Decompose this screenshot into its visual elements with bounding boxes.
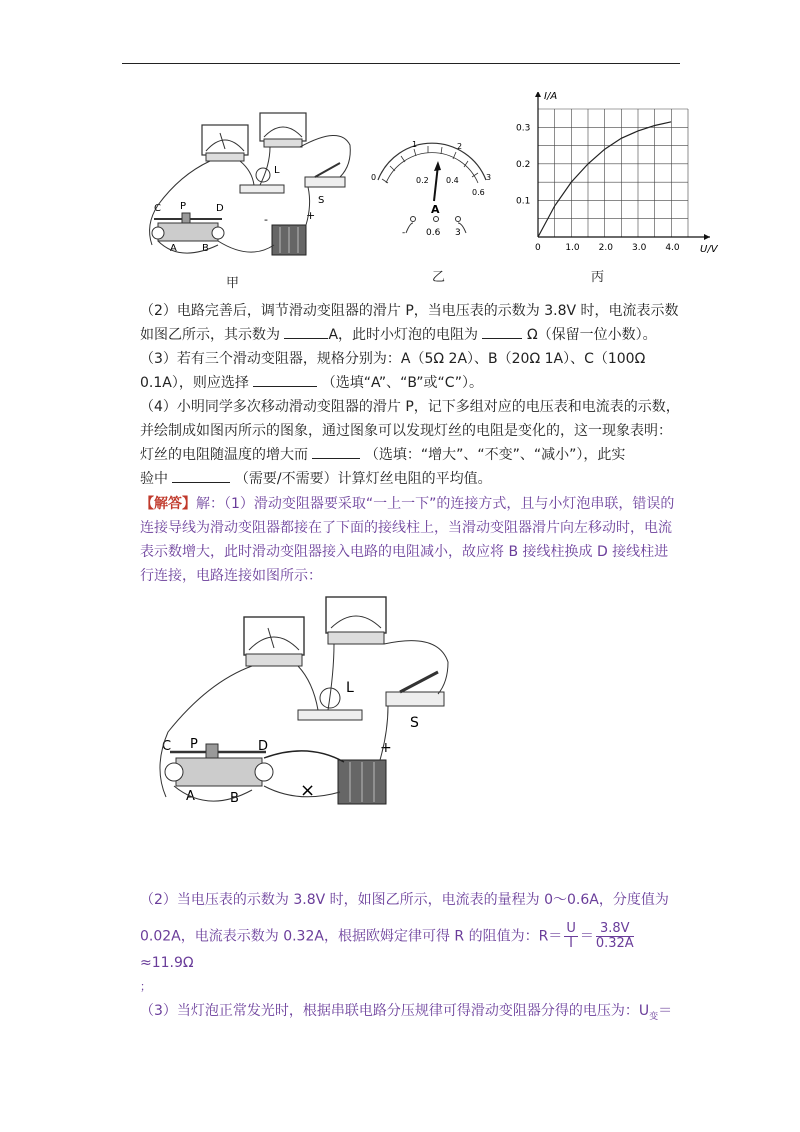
label-A: A [186, 789, 195, 804]
label-L: L [346, 680, 354, 696]
yi-bottom-tick: 0.4 [446, 176, 459, 185]
yi-terminal: 3 [455, 228, 461, 238]
chart-axes [535, 92, 710, 240]
question-4-line-3: 灯丝的电阻随温度的增大而 （选填：“增大”、“不变”、“减小”），此实 [140, 447, 626, 463]
label-minus: - [264, 213, 268, 226]
x-tick-label: 2.0 [598, 243, 613, 253]
axis-lines [538, 92, 710, 237]
answer-circuit-figure [148, 592, 458, 817]
axis-arrows [535, 92, 710, 240]
answer-tag: 【解答】 [140, 496, 196, 512]
label-L: L [274, 165, 280, 176]
figure-bing-chart [510, 92, 725, 257]
rheostat-icon [165, 744, 273, 786]
yi-top-tick: 3 [486, 173, 492, 182]
label-B: B [202, 243, 209, 254]
question-block [140, 299, 680, 491]
question-4-line-2: 并绘制成如图丙所示的图象，通过图象可以发现灯丝的电阻是变化的，这一现象表明： [140, 423, 672, 439]
voltmeter-icon [202, 125, 248, 161]
yi-bottom-tick: 0.6 [472, 188, 485, 197]
yi-top-tick: 1 [412, 140, 418, 149]
label-P: P [190, 737, 198, 752]
fraction-values: $\frac{3.8V}{0.32A}$ [595, 921, 634, 951]
label-A: A [170, 243, 177, 254]
fraction-u-over-i: $\frac{U}{I}$ [566, 921, 576, 951]
question-4-line-1: （4）小明同学多次移动滑动变阻器的滑片 P，记下多组对应的电压表和电流表的示数， [140, 399, 680, 415]
answer-part-1: 【解答】解：（1）滑动变阻器要采取“一上一下”的连接方式，且与小灯泡串联，错误的连接导线为滑动变阻器都接在了下面的接线柱上，当滑动变阻器滑片向左移动时，电流表示数增大，此时滑动变阻器接入电路的电阻减小，故应将 B 接线柱换成 D 接线柱进行连接，电路连接如图所示： [140, 496, 675, 584]
label-S: S [410, 715, 419, 731]
header-rule [122, 63, 680, 64]
chart-ylabel: I/A [544, 92, 558, 102]
label-S: S [318, 195, 325, 206]
yi-terminal: 0.6 [426, 228, 441, 238]
question-4-line-4: 验中 （需要/不需要）计算灯丝电阻的平均值。 [140, 471, 492, 487]
chart-grid [538, 109, 688, 237]
y-tick-label: 0.2 [516, 159, 531, 170]
label-D: D [258, 739, 269, 754]
label-plus: + [306, 209, 316, 222]
switch-icon [305, 163, 345, 187]
caption-yi: 乙 [432, 270, 446, 285]
yi-bottom-tick: 0.2 [416, 176, 429, 185]
y-tick-label: 0.3 [516, 123, 531, 134]
cross-mark: × [300, 780, 316, 801]
label-P: P [180, 201, 187, 212]
x-tick-label: 1.0 [565, 243, 580, 253]
yi-unit: A [431, 203, 440, 216]
answer-block-2 [140, 888, 680, 1029]
question-2-line-1: （2）电路完善后，调节滑动变阻器的滑片 P，当电压表的示数为 3.8V 时，电流表示数 [140, 303, 679, 319]
figure-jia-circuit [140, 95, 370, 265]
yi-terminal: - [402, 228, 406, 238]
label-B: B [230, 791, 239, 806]
voltmeter-icon [244, 617, 304, 666]
label-D: D [216, 203, 224, 214]
question-3-line-1: （3）若有三个滑动变阻器，规格分别为：A（5Ω 2A）、B（20Ω 1A）、C（100Ω [140, 351, 646, 367]
answer-semicolon: ； [140, 980, 151, 993]
chart-xlabel: U/V [700, 244, 718, 255]
switch-icon [386, 672, 444, 706]
yi-top-tick: 0 [371, 173, 377, 182]
figure-yi-ammeter-dial [368, 135, 493, 245]
x-tick-label: 4.0 [665, 243, 680, 253]
x-tick-label: 0 [535, 243, 541, 253]
answer-part-2-line-2: 0.02A，电流表示数为 0.32A，根据欧姆定律可得 R 的阻值为：R＝ $\frac{U}{I}$ ＝ $\frac{3.8V}{0.32A}$ ≈11.9Ω [140, 921, 634, 971]
caption-bing: 丙 [591, 270, 605, 285]
y-tick-label: 0.1 [516, 196, 531, 207]
question-2-line-2: 如图乙所示，其示数为 A，此时小灯泡的电阻为 Ω（保留一位小数）。 [140, 327, 657, 343]
label-C: C [154, 203, 161, 214]
question-3-line-2: 0.1A），则应选择 （选填“A”、“B”或“C”）。 [140, 375, 483, 391]
yi-top-tick: 2 [457, 142, 463, 151]
answer-part-3: （3）当灯泡正常发光时，根据串联电路分压规律可得滑动变阻器分得的电压为：$U_变=$ [140, 1003, 673, 1022]
battery-icon [338, 760, 386, 804]
chart-ticks [516, 123, 680, 253]
ammeter-icon [260, 113, 306, 147]
answer-block [140, 492, 680, 588]
label-C: C [162, 739, 172, 754]
answer-part-2-line-1: （2）当电压表的示数为 3.8V 时，如图乙所示，电流表的量程为 0～0.6A，分度值为 [140, 892, 669, 908]
label-plus: + [380, 740, 392, 756]
x-tick-label: 3.0 [632, 243, 647, 253]
ammeter-icon [326, 597, 386, 644]
rheostat-icon [152, 213, 224, 241]
battery-icon [272, 225, 306, 255]
caption-jia: 甲 [226, 276, 240, 291]
